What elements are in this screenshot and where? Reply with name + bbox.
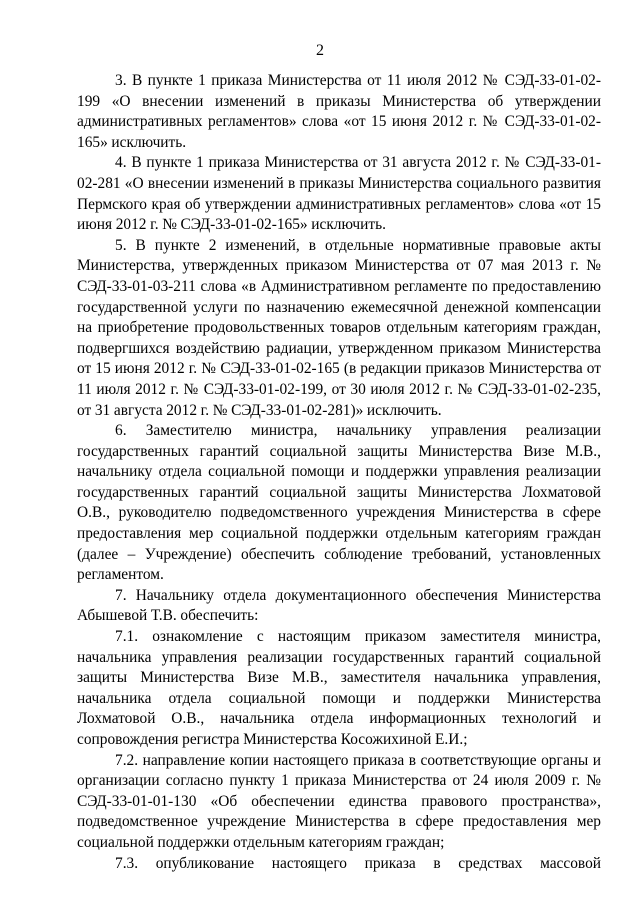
paragraph-7-3: 7.3. опубликование настоящего приказа в средствах массовой (115, 854, 601, 872)
page-number: 2 (316, 42, 324, 59)
paragraph-5: 5. В пункте 2 изменений, в отдельные нормативные правовые акты Министерства, утвержденных приказом Министерства от 07 мая 2013 г. № СЭД-33-01-03-211 слова «в Административном регламенте по предоставлению государственной услуги по назначению ежемесячной денежной компенсации на приобретение продовольственных товаров отдельным категориям граждан, подвергшихся воздействию радиации, утвержденном приказом Министерства от 15 июня 2012 г. № СЭД-33-01-02-165 (в редакции приказов Министерства от 11 июля 2012 г. № СЭД-33-01-02-199, от 30 июля 2012 г. № СЭД-33-01-02-235, от 31 августа 2012 г. № СЭД-33-01-02-281)» исключить. (77, 236, 601, 419)
paragraph-6: 6. Заместителю министра, начальнику управления реализации государственных гарантий социальной защиты Министерства Визе М.В., начальнику отдела социальной помощи и поддержки управления реализации государственных гарантий социальной защиты Министерства Лохматовой О.В., руководителю подведомственного учреждения Министерства в сфере предоставления мер социальной поддержки отдельным категориям граждан (далее – Учреждение) обеспечить соблюдение требований, установленных регламентом. (77, 422, 601, 584)
paragraph-4: 4. В пункте 1 приказа Министерства от 31 августа 2012 г. № СЭД-33-01-02-281 «О внесении изменений в приказы Министерства социального развития Пермского края об утверждении административных регламентов» слова «от 15 июня 2012 г. № СЭД-33-01-02-165» исключить. (77, 154, 601, 234)
paragraph-7-1: 7.1. ознакомление с настоящим приказом заместителя министра, начальника управления реализации государственных гарантий социальной защиты Министерства Визе М.В., заместителя начальника управления, начальника отдела социальной помощи и поддержки Министерства Лохматовой О.В., начальника отдела информационных технологий и сопровождения регистра Министерства Косожихиной Е.И.; (77, 628, 601, 748)
paragraph-3: 3. В пункте 1 приказа Министерства от 11 июля 2012 № СЭД-33-01-02-199 «О внесении изменений в приказы Министерства об утверждении административных регламентов» слова «от 15 июня 2012 г. № СЭД-33-01-02-165» исключить. (77, 72, 601, 151)
document-body (77, 71, 601, 874)
paragraph-7-2: 7.2. направление копии настоящего приказа в соответствующие органы и организации согласно пункту 1 приказа Министерства от 24 июля 2009 г. № СЭД-33-01-01-130 «Об обеспечении единства правового пространства», подведомственное учреждение Министерства в сфере предоставления мер социальной поддержки отдельным категориям граждан; (77, 751, 601, 851)
paragraph-7: 7. Начальнику отдела документационного обеспечения Министерства Абышевой Т.В. обеспечить: (77, 586, 601, 625)
